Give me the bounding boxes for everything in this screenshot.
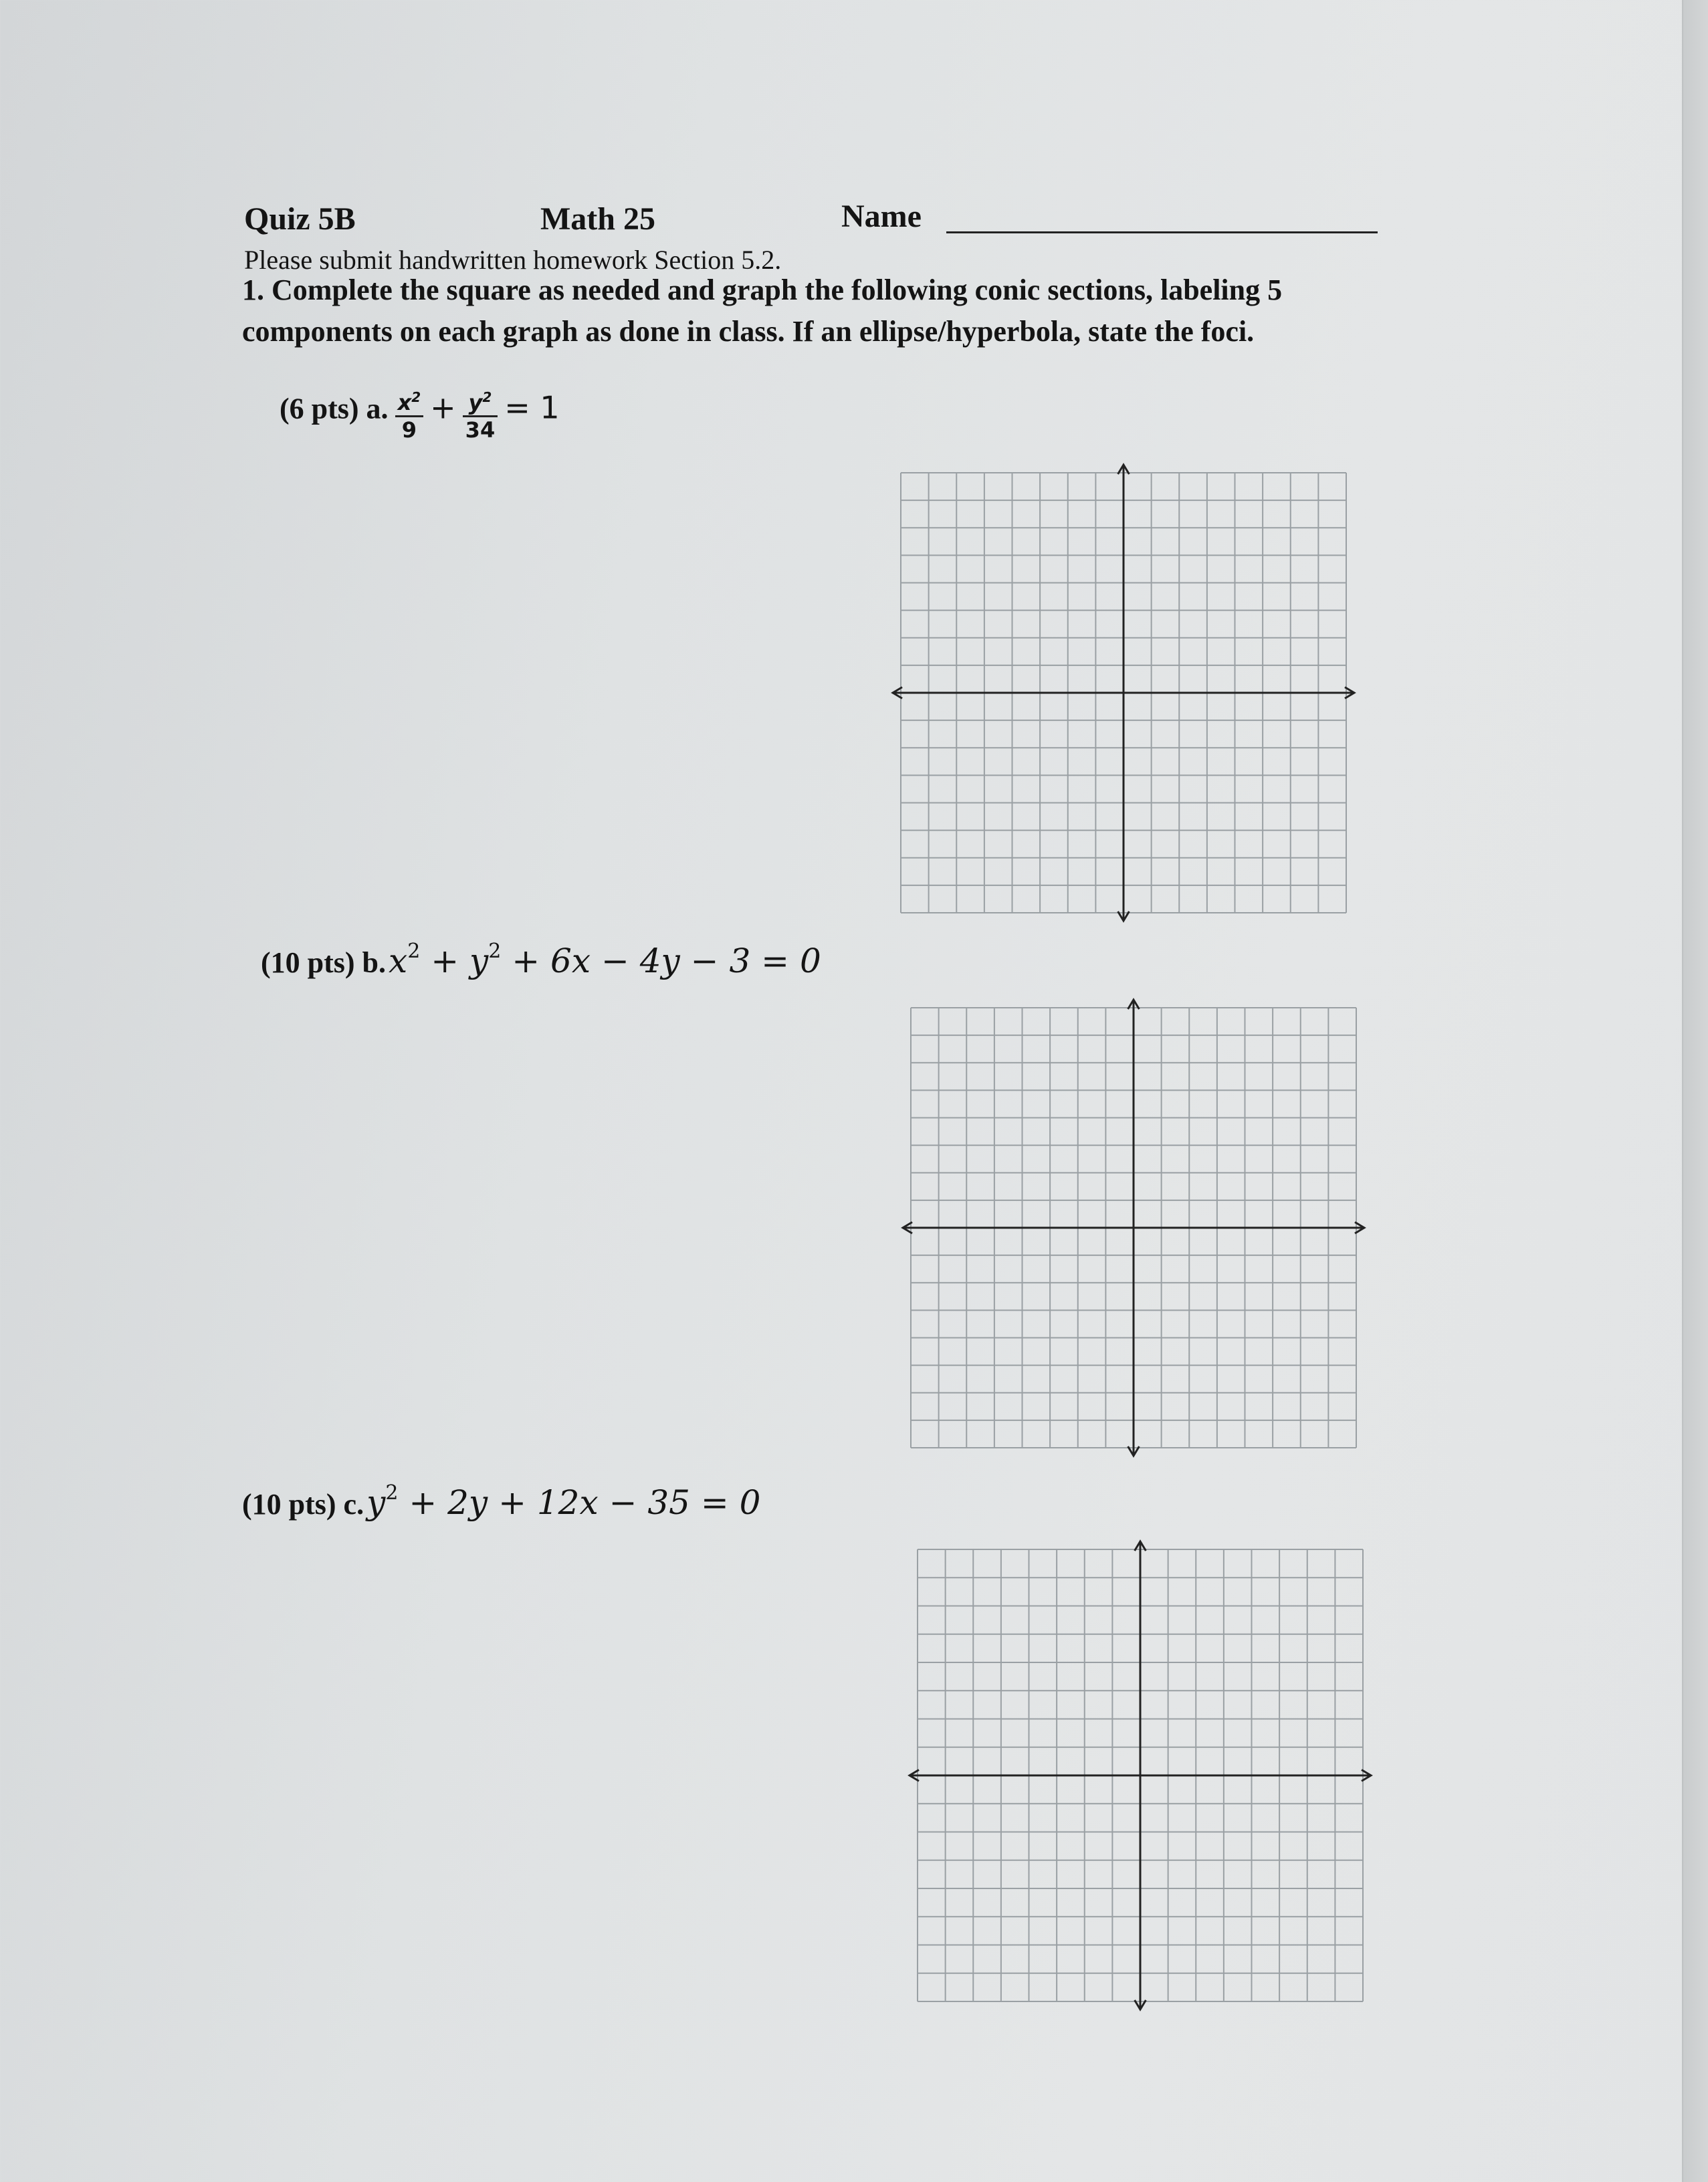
problem-statement-line2: components on each graph as done in class. If an ellipse/hyperbola, state the foci. — [242, 315, 1255, 348]
graph-grid-b[interactable] — [903, 1000, 1364, 1456]
part-a-plus: + — [430, 389, 456, 426]
name-blank-line[interactable] — [946, 231, 1378, 233]
part-a-label: (6 pts) a. — [280, 392, 389, 425]
part-c-label: (10 pts) c. — [242, 1488, 364, 1521]
course-title: Math 25 — [540, 201, 655, 237]
part-a-fraction-y: $\frac{y^2}{34}$ — [463, 389, 498, 443]
graph-grid-a[interactable] — [893, 465, 1354, 921]
part-a-fraction-x: $\frac{x^2}{9}$ — [395, 389, 424, 443]
problem-statement-line1: 1. Complete the square as needed and graph the following conic sections, labeling 5 — [242, 274, 1283, 306]
part-b — [261, 940, 821, 980]
part-a-rhs: = 1 — [504, 389, 560, 426]
instructions: Please submit handwritten homework Section 5.2. — [244, 245, 782, 275]
part-c — [242, 1481, 760, 1522]
part-b-equation: $x^2 + y^2 + 6x - 4y - 3 = 0$ — [389, 940, 821, 980]
quiz-title: Quiz 5B — [244, 201, 356, 237]
part-b-label: (10 pts) b. — [261, 946, 387, 979]
part-a — [280, 389, 560, 443]
part-c-equation: $y^2 + 2y + 12x - 35 = 0$ — [366, 1481, 761, 1522]
graph-grid-c[interactable] — [910, 1541, 1371, 2009]
name-label: Name — [841, 199, 922, 234]
paper-edge — [1682, 0, 1708, 2182]
